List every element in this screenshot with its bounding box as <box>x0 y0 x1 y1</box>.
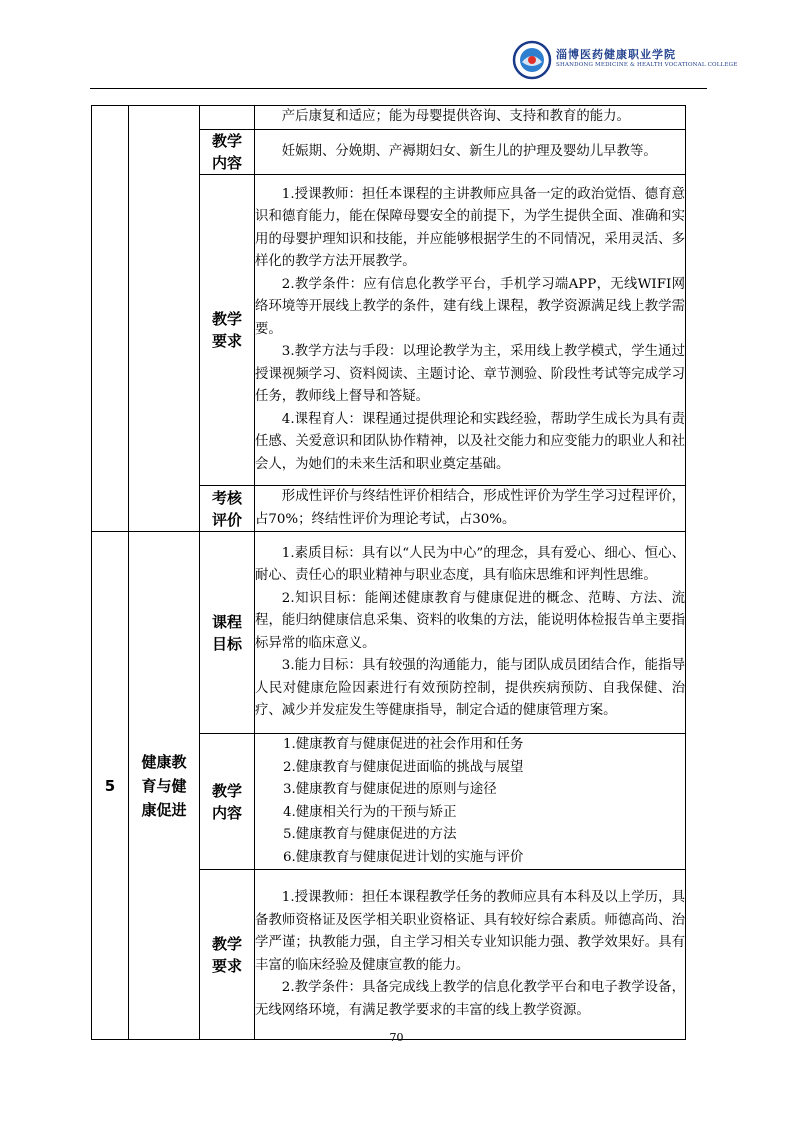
list-item: 3.健康教育与健康促进的原则与途径 <box>283 782 497 797</box>
row-label: 考核评价 <box>200 486 255 532</box>
row-content <box>255 130 686 175</box>
course-number: 5 <box>92 532 129 1040</box>
paragraph: 产后康复和适应；能为母婴提供咨询、支持和教育的能力。 <box>281 109 630 125</box>
row-label: 教学内容 <box>200 734 255 870</box>
paragraph: 形成性评价与终结性评价相结合，形成性评价为学生学习过程评价，占70%；终结性评价为理论考试，占30%。 <box>255 489 685 527</box>
list-item: 5.健康教育与健康促进的方法 <box>283 827 457 842</box>
header-rule <box>90 88 707 89</box>
row-content <box>255 870 686 1040</box>
paragraph: 2.教学条件：应有信息化教学平台，手机学习端APP，无线WIFI网络环境等开展线上教学的条件，建有线上课程，教学资源满足线上教学需要。 <box>255 276 685 337</box>
paragraph: 1.素质目标：具有以“人民为中心”的理念，具有爱心、细心、恒心、耐心、责任心的职业精神与职业态度，具有临床思维和评判性思维。 <box>255 545 685 583</box>
course-table <box>91 105 686 1040</box>
course-name: 健康教育与健康促进 <box>129 532 200 1040</box>
college-emblem-icon <box>512 40 552 80</box>
row-content <box>255 734 686 870</box>
page-number: 70 <box>389 1031 404 1044</box>
paragraph: 1.授课教师：担任本课程教学任务的教师应具有本科及以上学历，具备教师资格证及医学相关职业资格证、具有较好综合素质。师德高尚、治学严谨；执教能力强，自主学习相关专业知识能力强、教学效果好。具有丰富的临床经验及健康宣教的能力。 <box>255 890 685 973</box>
prev-course-name-cell <box>129 106 200 532</box>
school-name-en: SHANDONG MEDICINE & HEALTH VOCATIONAL COLLEGE <box>556 62 738 68</box>
row-label: 教学内容 <box>200 130 255 175</box>
row-content <box>255 175 686 486</box>
row-label: 教学要求 <box>200 870 255 1040</box>
paragraph: 3.教学方法与手段：以理论教学为主，采用线上教学模式，学生通过授课视频学习、资料阅读、主题讨论、章节测验、阶段性考试等完成学习任务，教师线上督导和答疑。 <box>255 344 685 405</box>
row-content <box>255 106 686 130</box>
table-row <box>92 532 686 734</box>
table-row <box>92 106 686 130</box>
prev-course-number-cell <box>92 106 129 532</box>
school-name: 淄博医药健康职业学院 <box>556 48 676 61</box>
paragraph: 3.能力目标：具有较强的沟通能力，能与团队成员团结合作，能指导人民对健康危险因素进行有效预防控制，提供疾病预防、自我保健、治疗、减少并发症发生等健康指导，制定合适的健康管理方案。 <box>255 658 685 718</box>
row-label: 课程目标 <box>200 532 255 734</box>
row-content <box>255 486 686 532</box>
paragraph: 2.知识目标：能阐述健康教育与健康促进的概念、范畴、方法、流程，能归纳健康信息采集、资料的收集的方法，能说明体检报告单主要指标异常的临床意义。 <box>255 590 685 651</box>
paragraph: 1.授课教师：担任本课程的主讲教师应具备一定的政治觉悟、德育意识和德育能力，能在保障母婴安全的前提下，为学生提供全面、准确和实用的母婴护理知识和技能，并应能够根据学生的不同情况，采用灵活、多样化的教学方法开展教学。 <box>255 186 685 270</box>
row-label <box>200 106 255 130</box>
list-item: 4.健康相关行为的干预与矫正 <box>283 804 457 820</box>
list-item: 6.健康教育与健康促进计划的实施与评价 <box>283 849 524 865</box>
list-item: 2.健康教育与健康促进面临的挑战与展望 <box>283 759 524 775</box>
paragraph: 4.课程育人：课程通过提供理论和实践经验，帮助学生成长为具有责任感、关爱意识和团队协作精神，以及社交能力和应变能力的职业人和社会人，为她们的未来生活和职业奠定基础。 <box>255 411 685 472</box>
row-content <box>255 532 686 734</box>
list-item: 1.健康教育与健康促进的社会作用和任务 <box>283 737 524 752</box>
paragraph: 妊娠期、分娩期、产褥期妇女、新生儿的护理及婴幼儿早教等。 <box>281 143 657 159</box>
paragraph: 2.教学条件：具备完成线上教学的信息化教学平台和电子教学设备，无线网络环境，有满足教学要求的丰富的线上教学资源。 <box>255 980 685 1018</box>
row-label: 教学要求 <box>200 175 255 486</box>
